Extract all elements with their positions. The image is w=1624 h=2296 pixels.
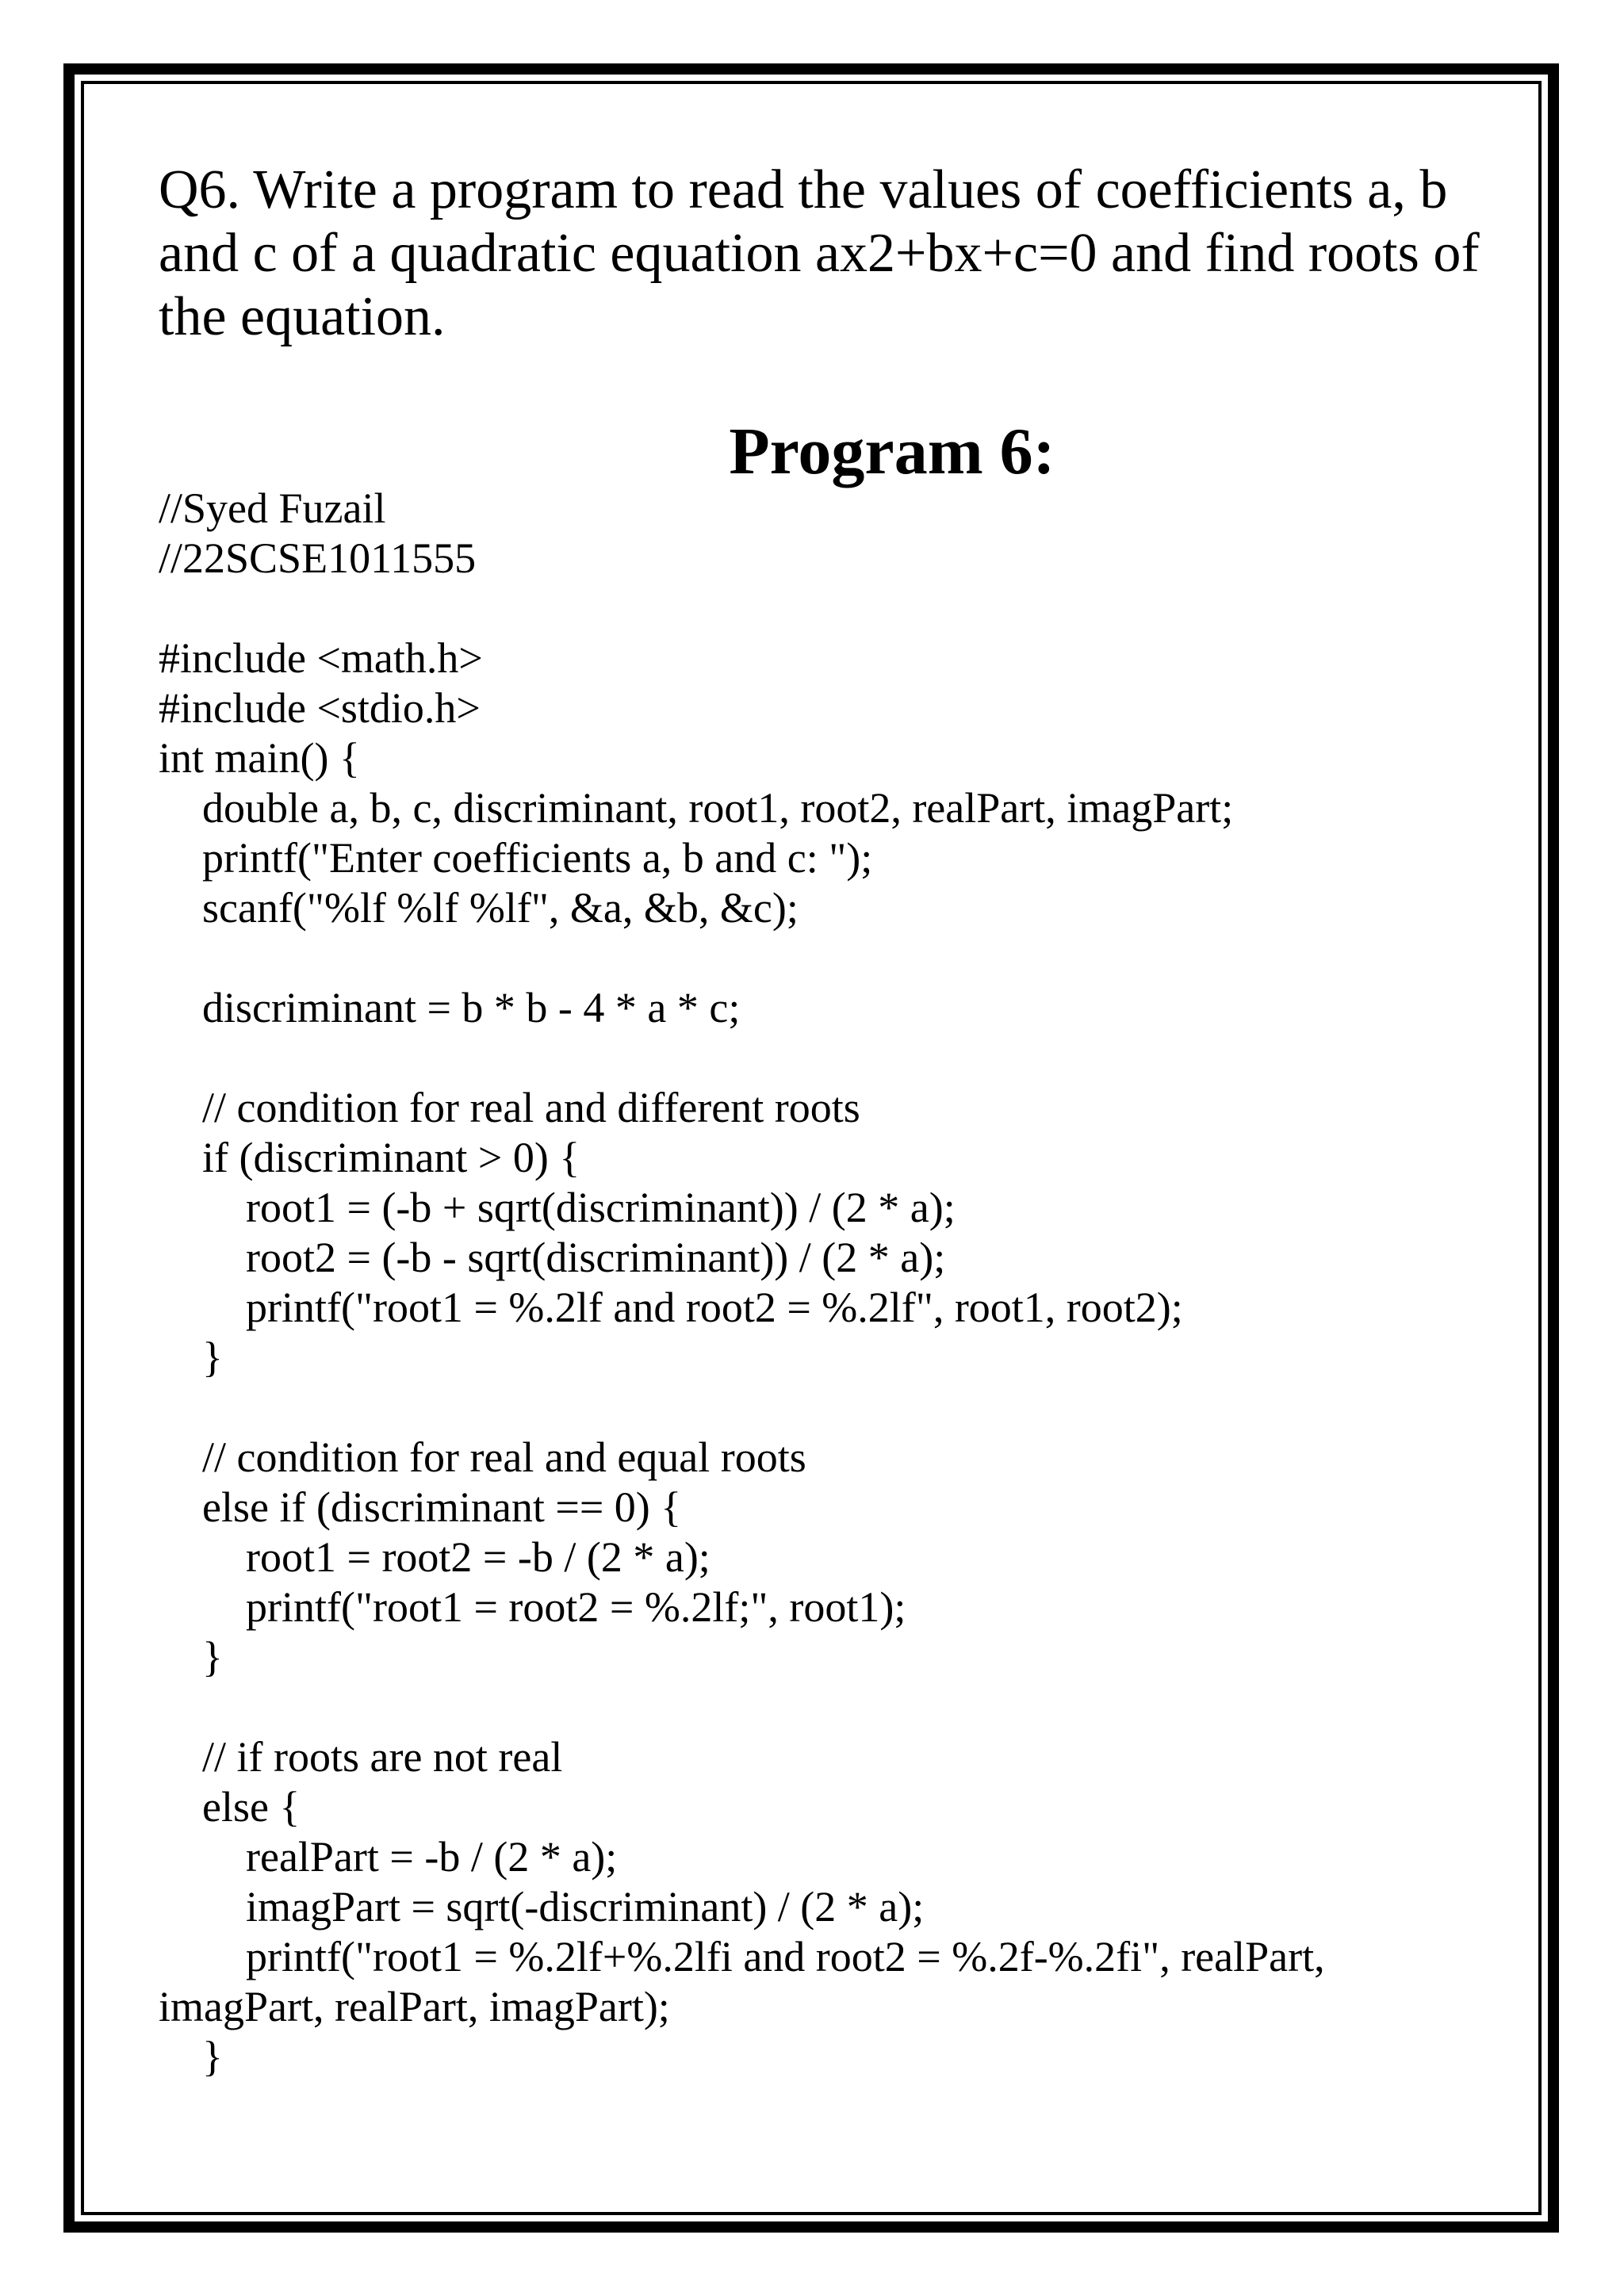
code-line: }: [202, 2033, 223, 2080]
code-line: imagPart = sqrt(-discriminant) / (2 * a);: [246, 1883, 925, 1931]
code-line: root1 = (-b + sqrt(discriminant)) / (2 * a);: [246, 1184, 956, 1231]
code-line: root2 = (-b - sqrt(discriminant)) / (2 * a);: [246, 1234, 946, 1281]
code-line: root1 = root2 = -b / (2 * a);: [246, 1533, 710, 1581]
code-line: // condition for real and equal roots: [202, 1433, 806, 1481]
program-title: Program 6:: [729, 415, 1055, 488]
code-line: }: [202, 1633, 223, 1681]
document-content: [159, 159, 1491, 2080]
code-line: printf("root1 = %.2lf+%.2lfi and root2 = %.2f-%.2fi", realPart,: [246, 1933, 1325, 1980]
question-text: Q6. Write a program to read the values of coefficients a, b and c of a quadratic equation ax2+bx+c=0 and find roots of the equation.: [159, 159, 1480, 347]
code-line: int main() {: [159, 734, 360, 782]
code-line: printf("Enter coefficients a, b and c: ");: [202, 834, 873, 882]
code-line: [159, 584, 1491, 633]
code-line: double a, b, c, discriminant, root1, root2, realPart, imagPart;: [202, 784, 1234, 832]
code-line: if (discriminant > 0) {: [202, 1134, 580, 1181]
code-line: #include <stdio.h>: [159, 684, 481, 732]
code-line: realPart = -b / (2 * a);: [246, 1833, 618, 1881]
code-line: // if roots are not real: [202, 1733, 563, 1781]
code-line: discriminant = b * b - 4 * a * c;: [202, 984, 741, 1031]
code-line: [159, 1682, 1491, 1732]
code-line: // condition for real and different roots: [202, 1084, 860, 1131]
code-line: printf("root1 = root2 = %.2lf;", root1);: [246, 1583, 906, 1631]
code-line: //Syed Fuzail: [159, 484, 386, 532]
code-line: }: [202, 1334, 223, 1381]
code-block: [159, 484, 1491, 2082]
code-line: scanf("%lf %lf %lf", &a, &b, &c);: [202, 884, 799, 932]
code-line: #include <math.h>: [159, 634, 483, 682]
code-line: else {: [202, 1783, 301, 1831]
code-line: imagPart, realPart, imagPart);: [159, 1983, 670, 2030]
code-line: else if (discriminant == 0) {: [202, 1483, 682, 1531]
code-line: //22SCSE1011555: [159, 534, 477, 582]
code-line: [159, 933, 1491, 983]
code-line: [159, 1383, 1491, 1433]
code-line: [159, 1033, 1491, 1083]
code-line: printf("root1 = %.2lf and root2 = %.2lf", root1, root2);: [246, 1284, 1183, 1331]
